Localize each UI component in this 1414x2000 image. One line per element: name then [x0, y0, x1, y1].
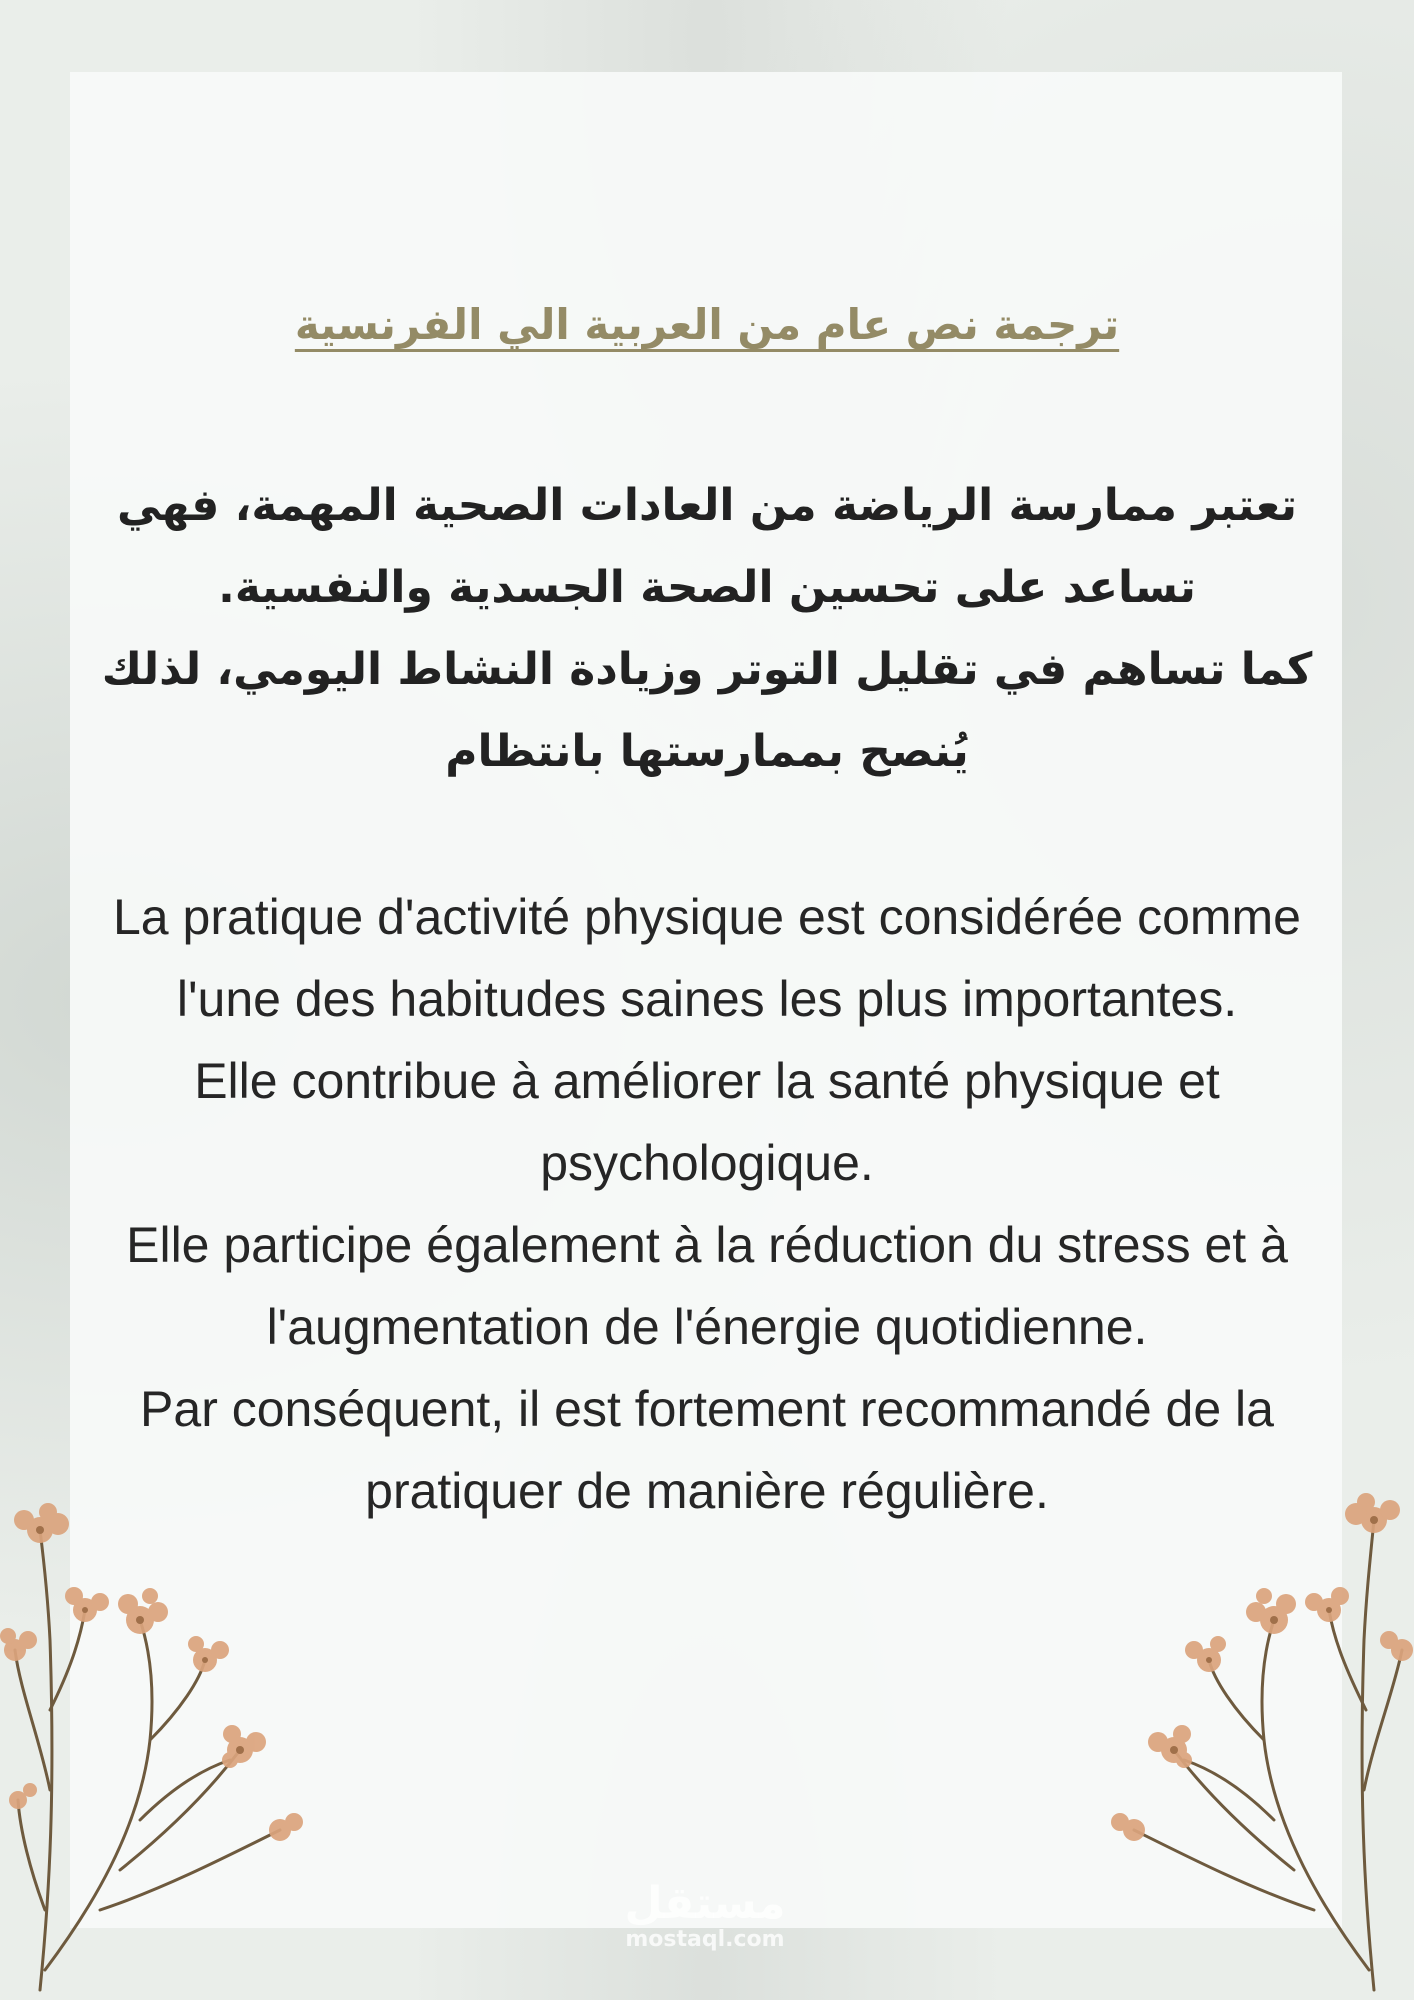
watermark	[560, 1880, 850, 1952]
french-paragraph: Par conséquent, il est fortement recommandé de la pratiquer de manière régulière.	[140, 1381, 1274, 1519]
arabic-text-block	[80, 465, 1334, 793]
french-text-block	[80, 876, 1334, 1532]
arabic-paragraph: تعتبر ممارسة الرياضة من العادات الصحية المهمة، فهي تساعد على تحسين الصحة الجسدية والنفسية.	[116, 480, 1298, 613]
arabic-paragraph: كما تساهم في تقليل التوتر وزيادة النشاط اليومي، لذلك يُنصح بممارستها بانتظام	[101, 644, 1313, 777]
watermark-url: mostaql.com	[625, 1927, 785, 1952]
page-title	[0, 300, 1414, 350]
french-paragraph: Elle participe également à la réduction du stress et à l'augmentation de l'énergie quotidienne.	[126, 1217, 1288, 1355]
page-title-text: ترجمة نص عام من العربية الي الفرنسية	[294, 300, 1120, 349]
french-paragraph: La pratique d'activité physique est considérée comme l'une des habitudes saines les plus importantes.	[113, 889, 1301, 1027]
watermark-logo: مستقل	[624, 1878, 786, 1929]
french-paragraph: Elle contribue à améliorer la santé physique et psychologique.	[194, 1053, 1220, 1191]
